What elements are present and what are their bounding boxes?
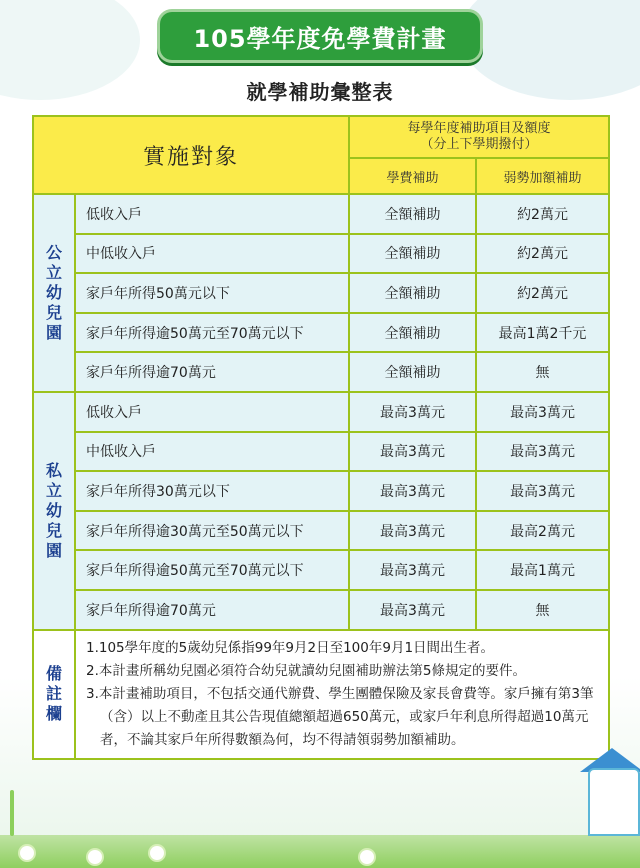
header-subsidy-items: 每學年度補助項目及額度 （分上下學期撥付） [349,116,609,158]
section-private: 私立幼兒園 [33,392,75,630]
note-item: 2.本計畫所稱幼兒園必須符合幼兒就讀幼兒園補助辦法第5條規定的要件。 [86,662,526,679]
decorative-flower [88,850,102,864]
table-row [33,194,609,234]
section-public: 公立幼兒園 [33,194,75,392]
decorative-plant [10,790,14,836]
table-row [33,432,609,472]
extra-value: 最高3萬元 [476,432,609,472]
extra-value: 約2萬元 [476,234,609,274]
note-item: 1.105學年度的5歲幼兒係指99年9月2日至100年9月1日間出生者。 [86,639,495,656]
table-row [33,511,609,551]
notes-label: 備註欄 [33,630,75,759]
table-row [33,392,609,432]
tuition-value: 全額補助 [349,234,476,274]
table-subtitle: 就學補助彙整表 [246,80,394,104]
table-row [33,550,609,590]
tuition-value: 全額補助 [349,194,476,234]
row-label: 家戶年所得逾70萬元 [75,352,349,392]
table-row [33,590,609,630]
row-label: 家戶年所得逾50萬元至70萬元以下 [75,550,349,590]
header-tuition: 學費補助 [349,158,476,194]
tuition-value: 最高3萬元 [349,550,476,590]
row-label: 家戶年所得逾30萬元至50萬元以下 [75,511,349,551]
table-row [33,234,609,274]
row-label: 家戶年所得30萬元以下 [75,471,349,511]
tuition-value: 最高3萬元 [349,471,476,511]
note-item: 3.本計畫補助項目，不包括交通代辦費、學生團體保險及家長會費等。家戶擁有第3筆（含）以上不動產且其公告現值總額超過650萬元，或家戶年利息所得超過10萬元者，不論其家戶年所得數額為何，均不得請領弱勢加額補助。 [86,685,594,748]
tuition-value: 全額補助 [349,352,476,392]
subsidy-table [32,115,610,760]
decorative-flower [150,846,164,860]
header-extra: 弱勢加額補助 [476,158,609,194]
tuition-value: 最高3萬元 [349,511,476,551]
extra-value: 最高3萬元 [476,471,609,511]
row-label: 家戶年所得逾70萬元 [75,590,349,630]
tuition-value: 全額補助 [349,273,476,313]
extra-value: 最高3萬元 [476,392,609,432]
tuition-value: 最高3萬元 [349,392,476,432]
row-label: 中低收入戶 [75,432,349,472]
extra-value: 最高2萬元 [476,511,609,551]
table-row [33,313,609,353]
row-label: 家戶年所得50萬元以下 [75,273,349,313]
tuition-value: 全額補助 [349,313,476,353]
notes-row [33,630,609,759]
table-row [33,273,609,313]
tuition-value: 最高3萬元 [349,590,476,630]
extra-value: 約2萬元 [476,273,609,313]
row-label: 家戶年所得逾50萬元至70萬元以下 [75,313,349,353]
house-icon [588,768,640,836]
row-label: 中低收入戶 [75,234,349,274]
extra-value: 最高1萬2千元 [476,313,609,353]
tuition-value: 最高3萬元 [349,432,476,472]
extra-value: 約2萬元 [476,194,609,234]
notes-content [75,630,609,759]
extra-value: 最高1萬元 [476,550,609,590]
page-title: 105學年度免學費計畫 [160,12,480,60]
decorative-flower [360,850,374,864]
decorative-flower [20,846,34,860]
table-row [33,352,609,392]
table-row [33,471,609,511]
extra-value: 無 [476,590,609,630]
row-label: 低收入戶 [75,194,349,234]
header-target: 實施對象 [33,116,349,194]
row-label: 低收入戶 [75,392,349,432]
extra-value: 無 [476,352,609,392]
